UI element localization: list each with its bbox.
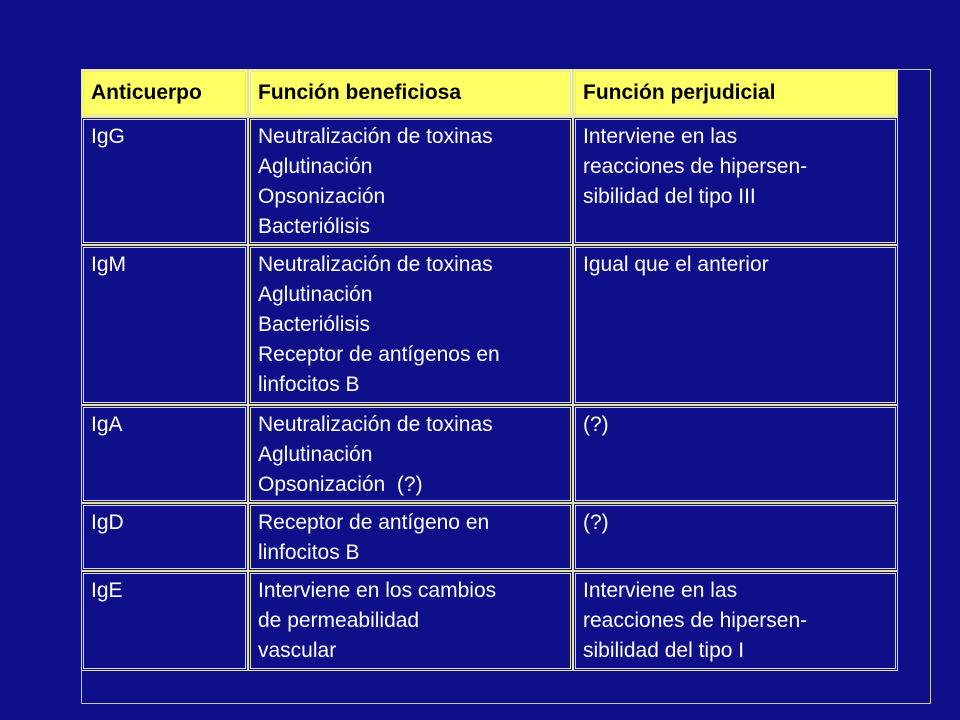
antibody-cell: IgA bbox=[81, 405, 248, 503]
cell-line: Neutralización de toxinas bbox=[258, 253, 493, 276]
harmful-cell bbox=[573, 503, 898, 571]
table-row bbox=[81, 117, 898, 245]
cell-line: de permeabilidad bbox=[258, 609, 420, 632]
table-row bbox=[81, 405, 898, 503]
header-harmful-function: Función perjudicial bbox=[573, 69, 898, 117]
cell-line: sibilidad del tipo III bbox=[583, 185, 756, 208]
harmful-cell bbox=[573, 245, 898, 405]
beneficial-cell bbox=[248, 571, 573, 671]
header-beneficial-function: Función beneficiosa bbox=[248, 69, 573, 117]
antibody-cell: IgD bbox=[81, 503, 248, 571]
harmful-cell bbox=[573, 571, 898, 671]
cell-line: (?) bbox=[583, 413, 609, 436]
cell-line: Aglutinación bbox=[258, 155, 373, 178]
header-row bbox=[81, 69, 898, 117]
beneficial-cell bbox=[248, 245, 573, 405]
header-antibody: Anticuerpo bbox=[81, 69, 248, 117]
antibody-cell: IgM bbox=[81, 245, 248, 405]
cell-line: Interviene en las bbox=[583, 579, 738, 602]
cell-line: reacciones de hipersen- bbox=[583, 609, 808, 632]
cell-line: Igual que el anterior bbox=[583, 253, 769, 276]
beneficial-cell bbox=[248, 117, 573, 245]
cell-line: Receptor de antígenos en bbox=[258, 343, 500, 366]
antibody-cell: IgE bbox=[81, 571, 248, 671]
table-row bbox=[81, 571, 898, 671]
cell-line: vascular bbox=[258, 639, 337, 662]
cell-line: reacciones de hipersen- bbox=[583, 155, 808, 178]
harmful-cell bbox=[573, 405, 898, 503]
cell-line: Opsonización (?) bbox=[258, 473, 423, 496]
cell-line: sibilidad del tipo I bbox=[583, 639, 745, 662]
cell-line: Bacteriólisis bbox=[258, 215, 371, 238]
cell-line: Interviene en las bbox=[583, 125, 738, 148]
cell-line: Opsonización bbox=[258, 185, 386, 208]
antibody-table bbox=[81, 69, 898, 671]
table-row bbox=[81, 503, 898, 571]
harmful-cell bbox=[573, 117, 898, 245]
cell-line: Neutralización de toxinas bbox=[258, 413, 493, 436]
cell-line: Interviene en los cambios bbox=[258, 579, 497, 602]
antibody-cell: IgG bbox=[81, 117, 248, 245]
beneficial-cell bbox=[248, 503, 573, 571]
cell-line: linfocitos B bbox=[258, 373, 360, 396]
cell-line: linfocitos B bbox=[258, 541, 360, 564]
cell-line: Neutralización de toxinas bbox=[258, 125, 493, 148]
cell-line: Aglutinación bbox=[258, 283, 373, 306]
cell-line: (?) bbox=[583, 511, 609, 534]
table-row bbox=[81, 245, 898, 405]
cell-line: Receptor de antígeno en bbox=[258, 511, 490, 534]
beneficial-cell bbox=[248, 405, 573, 503]
cell-line: Bacteriólisis bbox=[258, 313, 371, 336]
cell-line: Aglutinación bbox=[258, 443, 373, 466]
